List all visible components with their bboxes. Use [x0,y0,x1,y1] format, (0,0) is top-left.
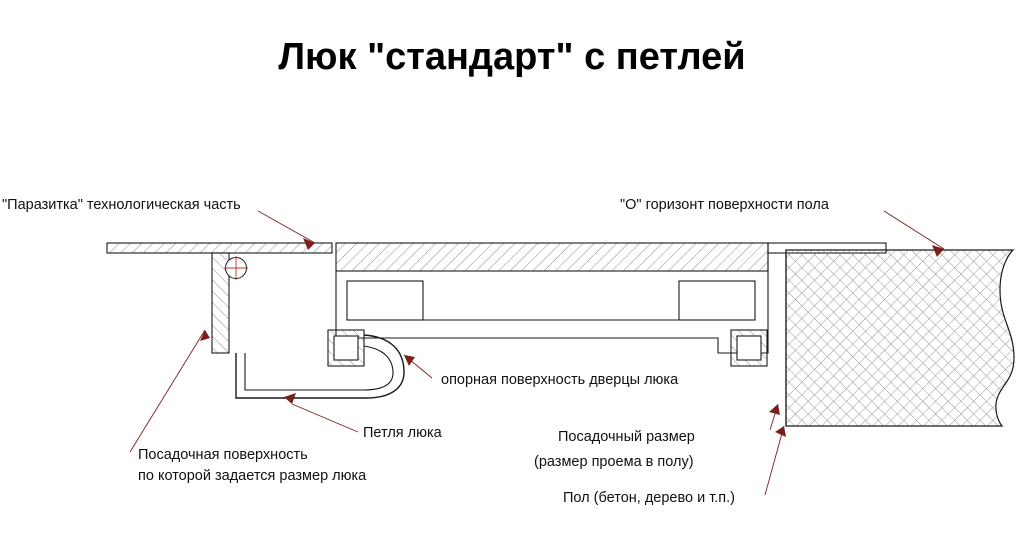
label-floor: Пол (бетон, дерево и т.п.) [563,490,736,506]
label-seat-surface-line1: Посадочная поверхность [138,447,308,463]
square-tube-right [731,330,767,366]
support-pocket-right [679,281,755,320]
parasite-plate-shape [107,243,332,253]
hinge-assembly-shape [236,335,404,398]
support-pocket-left [347,281,423,320]
square-tube-left [328,330,364,366]
label-seat-size-line1: Посадочный размер [558,429,695,445]
label-zero-level: "О" горизонт поверхности пола [620,197,829,213]
floor-slab-shape [786,250,1014,426]
label-parasite: "Паразитка" технологическая часть [2,197,241,213]
label-hinge: Петля люка [363,425,442,441]
label-seat-size-line2: (размер проема в полу) [534,454,694,470]
label-seat-surface-line2: по которой задается размер люка [138,468,367,484]
label-support-surface: опорная поверхность дверцы люка [441,372,679,388]
page-title: Люк "стандарт" с петлей [278,36,746,78]
